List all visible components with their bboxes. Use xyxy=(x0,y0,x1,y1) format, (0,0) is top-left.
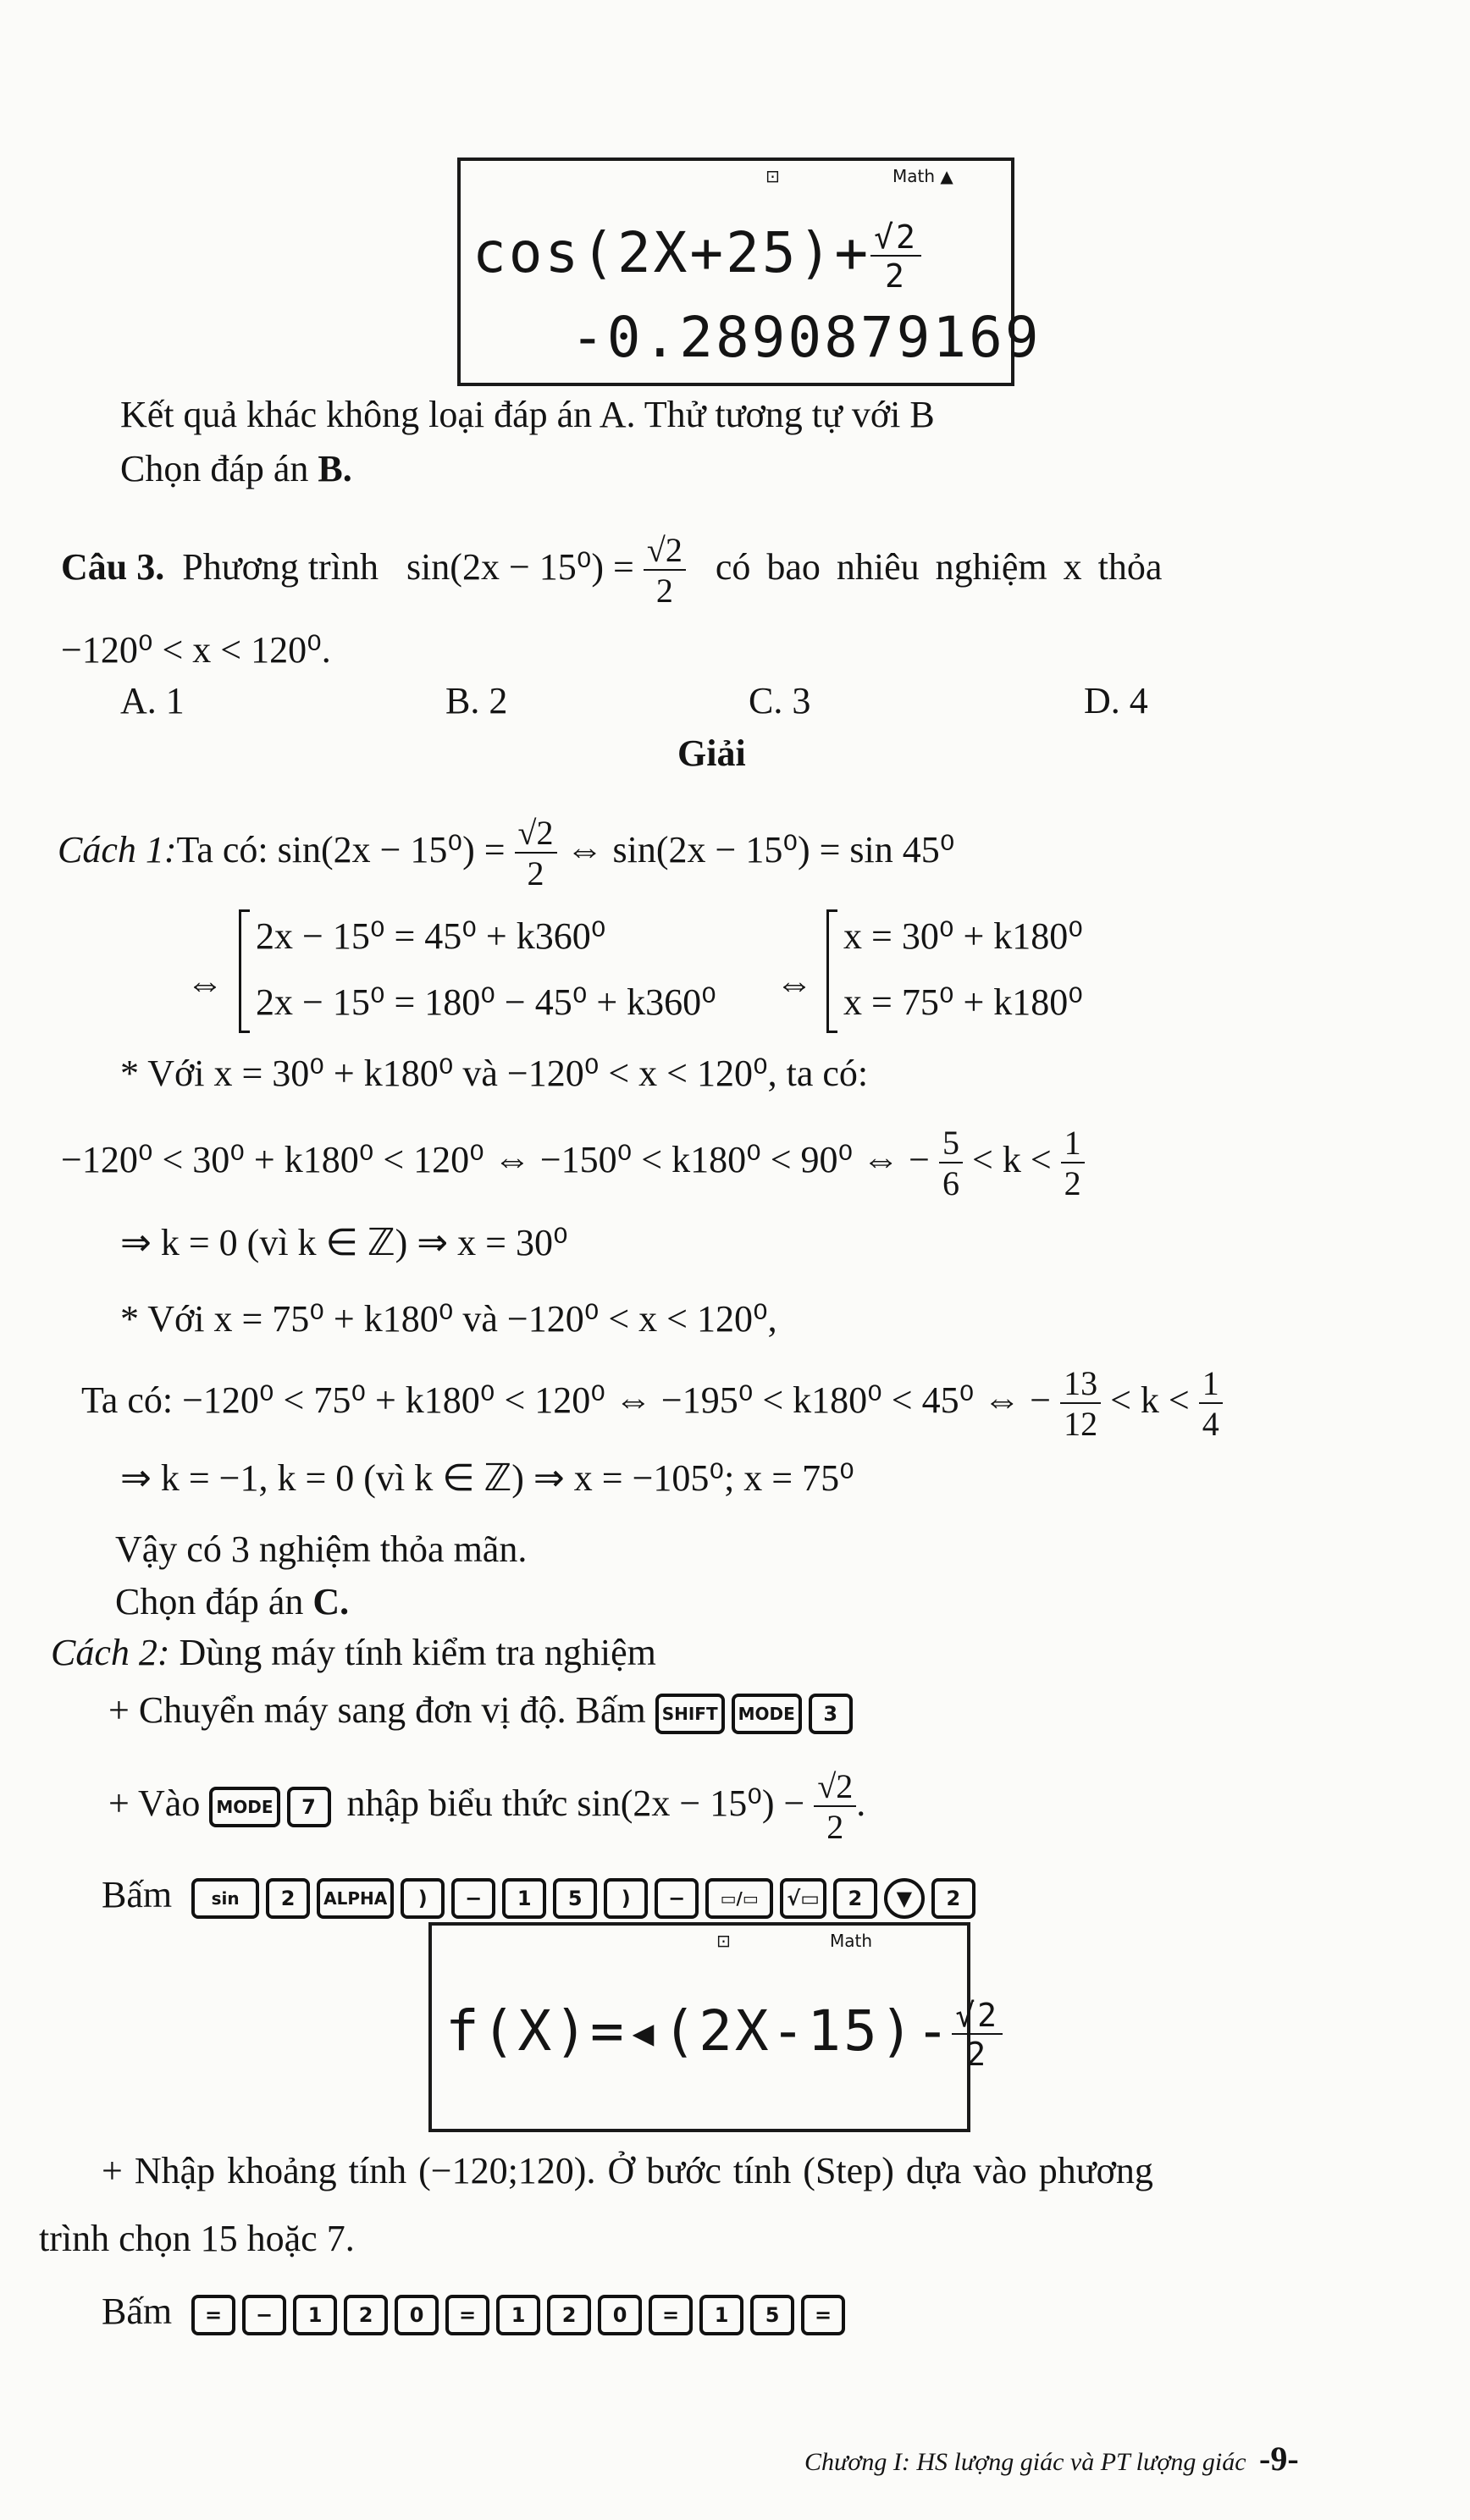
screen-result: -0.2890879169 xyxy=(571,305,1042,370)
calculator-key: 7 xyxy=(287,1787,331,1827)
fraction-num: √2 xyxy=(644,533,686,571)
step-3-line-1: + Nhập khoảng tính (−120;120). Ở bước tính (Step) dựa vào phương xyxy=(102,2150,1153,2191)
calculator-key: = xyxy=(445,2295,489,2335)
question-equation: sin(2x − 15⁰) = xyxy=(406,546,634,589)
answer-prefix: Chọn đáp án xyxy=(115,1581,313,1622)
calculator-key: 2 xyxy=(931,1878,975,1919)
inequality-1-text: −120⁰ < 30⁰ + k180⁰ < 120⁰ ⇔ −150⁰ < k180⁰ < 90⁰ ⇔ − xyxy=(61,1139,930,1181)
calculator-key: ALPHA xyxy=(317,1878,394,1919)
step-1-text: + Chuyển máy sang đơn vị độ. Bấm xyxy=(108,1689,646,1731)
question-text-b: có bao nhiêu nghiệm x thỏa xyxy=(715,546,1163,589)
option-b: B. 2 xyxy=(445,680,508,721)
step-2-text-a: + Vào xyxy=(108,1782,201,1825)
calculator-key: 1 xyxy=(293,2295,337,2335)
inequality-2-text: Ta có: −120⁰ < 75⁰ + k180⁰ < 120⁰ ⇔ −195⁰ < k180⁰ < 45⁰ ⇔ − xyxy=(81,1379,1052,1422)
calculator-key: ▼ xyxy=(884,1878,925,1919)
calculator-key: SHIFT xyxy=(655,1694,725,1734)
result-comment: Kết quả khác không loại đáp án A. Thử tương tự với B xyxy=(120,394,935,435)
inequality-1-mid: < k < xyxy=(972,1139,1052,1181)
inequality-2-fraction-1 xyxy=(1060,1364,1101,1443)
screen-indicator: ⊡ xyxy=(765,166,780,186)
fraction-den: 4 xyxy=(1202,1405,1219,1443)
system-bracket-2 xyxy=(826,909,837,1033)
system-1-line-2: 2x − 15⁰ = 180⁰ − 45⁰ + k360⁰ xyxy=(256,981,716,1023)
screen-indicator: ⊡ xyxy=(716,1931,731,1951)
answer-value: C. xyxy=(312,1581,350,1622)
inequality-2-mid: < k < xyxy=(1110,1379,1190,1422)
calculator-key: 0 xyxy=(598,2295,642,2335)
math-mode-indicator: Math ▲ xyxy=(892,166,953,186)
fraction-den: 2 xyxy=(1064,1164,1081,1202)
calculator-key: MODE xyxy=(732,1694,802,1734)
press-label-2: Bấm xyxy=(102,2291,173,2332)
method-1-line xyxy=(58,816,954,891)
method-1-label: Cách 1: xyxy=(58,829,177,871)
calculator-key: 1 xyxy=(496,2295,540,2335)
step-2-text-b: nhập biểu thức sin(2x − 15⁰) − xyxy=(346,1782,805,1825)
fraction-den: 2 xyxy=(655,572,673,610)
fraction-num: 13 xyxy=(1060,1367,1101,1404)
inequality-2 xyxy=(81,1364,1223,1443)
fraction-den: 6 xyxy=(942,1164,959,1202)
step-3-line-2: trình chọn 15 hoặc 7. xyxy=(39,2218,355,2259)
calculator-key: 2 xyxy=(344,2295,388,2335)
system-1-line-1: 2x − 15⁰ = 45⁰ + k360⁰ xyxy=(256,915,606,957)
question-range: −120⁰ < x < 120⁰. xyxy=(61,629,331,671)
inequality-1 xyxy=(61,1126,1085,1201)
calculator-key: 0 xyxy=(395,2295,439,2335)
solution-heading: Giải xyxy=(677,732,746,774)
math-mode-indicator: Math xyxy=(830,1931,873,1951)
step-2-keys xyxy=(209,1782,337,1824)
option-a: A. 1 xyxy=(120,680,185,721)
method-2-line xyxy=(51,1629,656,1677)
calculator-key: 5 xyxy=(553,1878,597,1919)
calculator-key: − xyxy=(451,1878,495,1919)
calculator-key: 1 xyxy=(502,1878,546,1919)
footer-chapter: Chương I: HS lượng giác và PT lượng giác xyxy=(804,2448,1246,2476)
conclusion-2: ⇒ k = −1, k = 0 (vì k ∈ ℤ) ⇒ x = −105⁰; x = 75⁰ xyxy=(120,1457,854,1499)
conclusion-1: ⇒ k = 0 (vì k ∈ ℤ) ⇒ x = 30⁰ xyxy=(120,1222,568,1263)
answer-prefix: Chọn đáp án xyxy=(120,448,318,489)
question-text-a: Phương trình xyxy=(182,546,379,589)
calculator-key: MODE xyxy=(209,1787,279,1827)
fraction-num: √2 xyxy=(515,816,557,854)
option-d: D. 4 xyxy=(1084,680,1148,721)
calculator-key: − xyxy=(655,1878,699,1919)
calculator-key: = xyxy=(191,2295,235,2335)
press-label-1: Bấm xyxy=(102,1874,173,1915)
calculator-key: = xyxy=(801,2295,845,2335)
fraction-num: 1 xyxy=(1061,1126,1085,1163)
page-footer xyxy=(804,2439,1299,2479)
screen-expression: f(X)=◂(2X-15)- $\frac{√2}{2}$ xyxy=(445,1998,1003,2070)
fraction-num: 5 xyxy=(939,1126,963,1163)
method-1-fraction xyxy=(515,816,557,891)
fraction-num: 1 xyxy=(1199,1367,1223,1404)
calculator-key: 3 xyxy=(809,1694,853,1734)
inequality-2-fraction-2 xyxy=(1199,1364,1223,1443)
calculator-key: 2 xyxy=(266,1878,310,1919)
method-1-text-b: ⇔ sin(2x − 15⁰) = sin 45⁰ xyxy=(566,829,955,871)
case-2-text: * Với x = 75⁰ + k180⁰ và −120⁰ < x < 120⁰, xyxy=(120,1298,777,1340)
step-2-fraction xyxy=(814,1767,856,1846)
calculator-screen-2 xyxy=(428,1922,1000,2132)
summary-line: Vậy có 3 nghiệm thỏa mãn. xyxy=(115,1528,528,1570)
question-line xyxy=(61,533,1162,608)
case-1-text: * Với x = 30⁰ + k180⁰ và −120⁰ < x < 120⁰, ta có: xyxy=(120,1053,869,1094)
step-1-line xyxy=(108,1687,859,1734)
key-sequence-1 xyxy=(191,1874,982,1915)
calculator-key: 1 xyxy=(699,2295,743,2335)
calculator-key: 5 xyxy=(750,2295,794,2335)
method-2-text: Dùng máy tính kiểm tra nghiệm xyxy=(169,1632,656,1673)
system-arrow-2: ⇔ xyxy=(776,963,813,1004)
inequality-1-fraction-2 xyxy=(1061,1126,1085,1201)
system-2-line-1: x = 30⁰ + k180⁰ xyxy=(843,915,1083,957)
step-2-line xyxy=(108,1767,866,1846)
calculator-key: 2 xyxy=(547,2295,591,2335)
system-arrow-1: ⇔ xyxy=(186,963,224,1004)
screen-expression: cos(2X+25)+ $\frac{√2}{2}$ xyxy=(472,220,921,292)
answer-line-2 xyxy=(115,1578,349,1626)
calculator-key: sin xyxy=(191,1878,259,1919)
calculator-key: 2 xyxy=(833,1878,877,1919)
system-bracket-1 xyxy=(239,909,250,1033)
calculator-key: √▭ xyxy=(780,1878,826,1919)
fraction-num: √2 xyxy=(814,1770,856,1807)
question-fraction xyxy=(644,533,686,608)
method-2-label: Cách 2: xyxy=(51,1632,170,1673)
calculator-key: ▭/▭ xyxy=(705,1878,773,1919)
page-number: -9- xyxy=(1259,2440,1299,2478)
option-c: C. 3 xyxy=(749,680,811,721)
fraction-den: 12 xyxy=(1064,1405,1098,1443)
answer-value: B. xyxy=(318,448,352,489)
question-label: Câu 3. xyxy=(61,546,165,589)
key-sequence-2-line xyxy=(102,2288,852,2335)
calculator-key: − xyxy=(242,2295,286,2335)
method-1-text-a: Ta có: sin(2x − 15⁰) = xyxy=(176,829,506,871)
calculator-key: ) xyxy=(401,1878,445,1919)
fraction-den: 2 xyxy=(527,854,544,892)
system-2-line-2: x = 75⁰ + k180⁰ xyxy=(843,981,1083,1023)
calculator-key: = xyxy=(649,2295,693,2335)
step-1-keys xyxy=(655,1689,859,1731)
calculator-key: ) xyxy=(604,1878,648,1919)
fraction-den: 2 xyxy=(826,1808,844,1846)
key-sequence-2 xyxy=(191,2291,852,2332)
answer-line-1 xyxy=(120,445,352,493)
inequality-1-fraction-1 xyxy=(939,1126,963,1201)
calculator-screen-1 xyxy=(457,158,1042,386)
step-2-end: . xyxy=(856,1782,866,1825)
key-sequence-1-line xyxy=(102,1871,982,1919)
